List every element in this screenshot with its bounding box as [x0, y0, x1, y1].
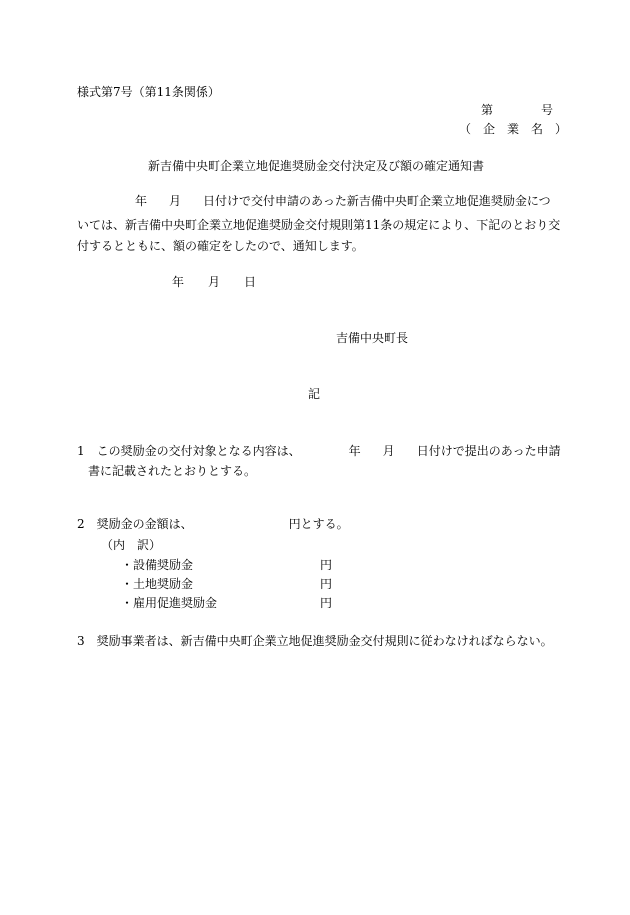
- date-month: 月: [208, 275, 221, 289]
- item-1-year: 年: [348, 444, 361, 458]
- breakdown-row: [121, 596, 333, 610]
- item-3: [77, 635, 553, 647]
- breakdown-unit: 円: [320, 577, 333, 591]
- body-month: 月: [169, 194, 182, 208]
- issuer-name: 吉備中央町長: [336, 331, 409, 345]
- company-name: （ 企 業 名 ）: [459, 122, 568, 136]
- item-2-number: 2: [77, 517, 85, 531]
- breakdown-label-text: ・設備奨励金: [121, 558, 194, 572]
- breakdown-row: [121, 558, 333, 572]
- item-1-line-2: 書に記載されたとおりとする。: [88, 464, 257, 478]
- item-1-text-a: この奨励金の交付対象となる内容は、: [96, 444, 301, 458]
- item-2-text-b: 円とする。: [288, 517, 349, 531]
- breakdown-label: （内 訳）: [101, 538, 162, 552]
- notice-date: [172, 276, 256, 288]
- body-line-1: [77, 195, 551, 207]
- breakdown-unit: 円: [320, 558, 333, 572]
- body-line-1-text: 日付けで交付申請のあった新吉備中央町企業立地促進奨励金につ: [203, 194, 551, 208]
- body-year: 年: [135, 194, 148, 208]
- item-2: [77, 518, 349, 530]
- item-3-number: 3: [77, 634, 85, 648]
- breakdown-label-text: ・土地奨励金: [121, 577, 194, 591]
- item-1-month: 月: [382, 444, 395, 458]
- ki-heading: 記: [308, 387, 321, 401]
- breakdown-label-text: ・雇用促進奨励金: [121, 596, 218, 610]
- number-prefix: 第: [481, 103, 494, 117]
- document-number: [481, 103, 554, 117]
- body-line-3: 付するとともに、額の確定をしたので、通知します。: [77, 239, 364, 253]
- number-suffix: 号: [541, 103, 554, 117]
- form-label: 様式第7号（第11条関係）: [77, 85, 220, 99]
- item-2-text-a: 奨励金の金額は、: [96, 517, 193, 531]
- item-3-text: 奨励事業者は、新吉備中央町企業立地促進奨励金交付規則に従わなければならない。: [96, 634, 553, 648]
- breakdown-row: [121, 577, 333, 591]
- breakdown-unit: 円: [320, 596, 333, 610]
- item-1: [77, 445, 561, 457]
- date-year: 年: [172, 275, 185, 289]
- date-day: 日: [244, 275, 257, 289]
- document-title: 新吉備中央町企業立地促進奨励金交付決定及び額の確定通知書: [148, 159, 485, 173]
- item-1-number: 1: [77, 444, 85, 458]
- body-line-2: いては、新吉備中央町企業立地促進奨励金交付規則第11条の規定により、下記のとおり交: [77, 218, 561, 232]
- item-1-text-b: 日付けで提出のあった申請: [416, 444, 561, 458]
